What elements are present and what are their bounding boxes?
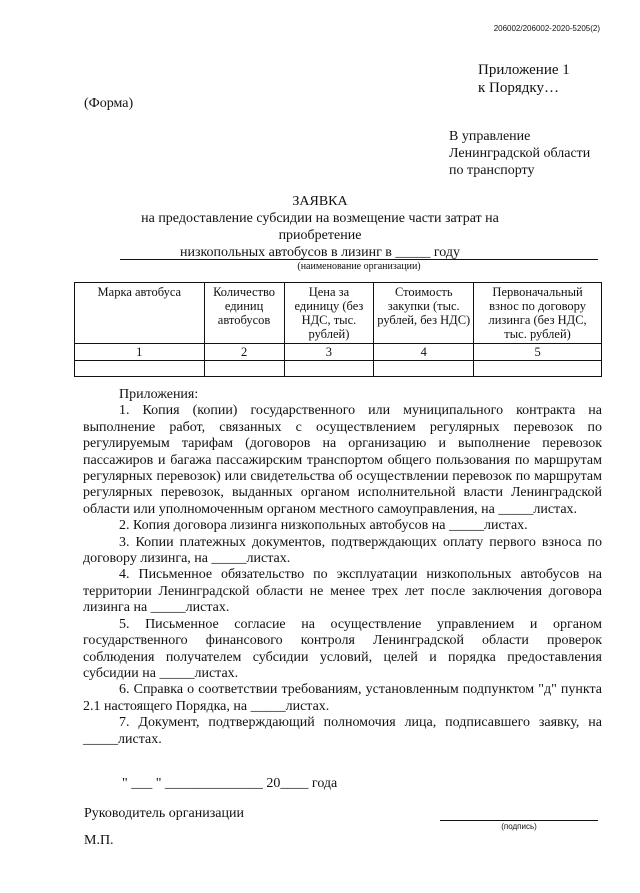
appendix-line: к Порядку… [478, 80, 559, 96]
document-title: ЗАЯВКА [292, 194, 348, 209]
date-line: " ___ " ______________ 20____ года [122, 776, 338, 791]
attachment-item: 6. Справка о соответствии требованиям, установленным подпунктом "д" пункта 2.1 настоящего Порядка, на _____листах. [83, 682, 602, 714]
attachment-item: 1. Копия (копии) государственного или муниципального контракта на выполнение работ, связанных с осуществлением регулярных перевозок по регулируемым тарифам (договоров на организацию и выполнение перевозок пассажиров и багажа пассажирским транспортом общего пользования по маршрутам регулярных перевозок) или свидетельства об осуществлении перевозок по маршрутам регулярных перевозок, выданных органом исполнительной власти Ленинградской области или уполномоченным органом местного самоуправления, на _____листах. [83, 403, 602, 517]
subtitle-line: низкопольных автобусов в лизинг в _____ году [179, 245, 461, 260]
table-number-row [75, 344, 602, 361]
attachment-item: 7. Документ, подтверждающий полномочия лица, подписавшего заявку, на _____листах. [83, 715, 602, 747]
table-number-cell: 2 [204, 344, 284, 361]
attachment-item: 4. Письменное обязательство по эксплуатации низкопольных автобусов на территории Ленинградской области не менее трех лет после заключения договора лизинга на _____листах. [83, 567, 602, 616]
bus-data-table [74, 282, 602, 377]
table-header-cell: Стоимость закупки (тыс. рублей, без НДС) [374, 283, 474, 344]
recipient-line: по транспорту [449, 163, 535, 178]
table-header-cell: Марка автобуса [75, 283, 205, 344]
table-number-cell: 4 [374, 344, 474, 361]
attachments-heading: Приложения: [119, 387, 199, 402]
table-number-cell: 5 [474, 344, 602, 361]
recipient-line: В управление [449, 129, 531, 144]
appendix-reference [478, 61, 570, 97]
organization-name-line [120, 259, 598, 260]
table-empty-cell [75, 361, 205, 377]
table-number-cell: 3 [284, 344, 374, 361]
table-empty-cell [474, 361, 602, 377]
table-empty-cell [374, 361, 474, 377]
table-header-cell: Первоначальный взнос по договору лизинга (без НДС, тыс. рублей) [474, 283, 602, 344]
table-empty-row [75, 361, 602, 377]
form-label: (Форма) [84, 96, 134, 111]
recipient-block [449, 128, 590, 179]
table-header-cell: Цена за единицу (без НДС, тыс. рублей) [284, 283, 374, 344]
recipient-line: Ленинградской области [449, 146, 591, 161]
head-of-organization-label: Руководитель организации [84, 806, 244, 821]
attachment-item: 3. Копии платежных документов, подтверждающих оплату первого взноса по договору лизинга, на _____листах. [83, 534, 602, 567]
attachment-item: 5. Письменное согласие на осуществление управлением и органом государственного финансового контроля Ленинградской области проверок соблюдения получателем субсидии условий, целей и порядка предоставления субсидии на _____листах. [83, 616, 602, 681]
attachment-item: 2. Копия договора лизинга низкопольных автобусов на _____листах. [119, 518, 528, 534]
stamp-label: М.П. [84, 833, 114, 848]
organization-name-caption: (наименование организации) [297, 261, 421, 272]
table-header-row [75, 283, 602, 344]
subtitle-line: на предоставление субсидии на возмещение части затрат на приобретение [141, 211, 499, 243]
document-subtitle [110, 210, 530, 261]
signature-caption: (подпись) [501, 822, 537, 831]
table-number-cell: 1 [75, 344, 205, 361]
appendix-line: Приложение 1 [478, 62, 570, 78]
table-empty-cell [204, 361, 284, 377]
table-header-cell: Количество единиц автобусов [204, 283, 284, 344]
signature-line [440, 820, 598, 821]
table-empty-cell [284, 361, 374, 377]
document-id: 206002/206002-2020-5205(2) [493, 24, 600, 33]
attachments-section [83, 387, 602, 748]
